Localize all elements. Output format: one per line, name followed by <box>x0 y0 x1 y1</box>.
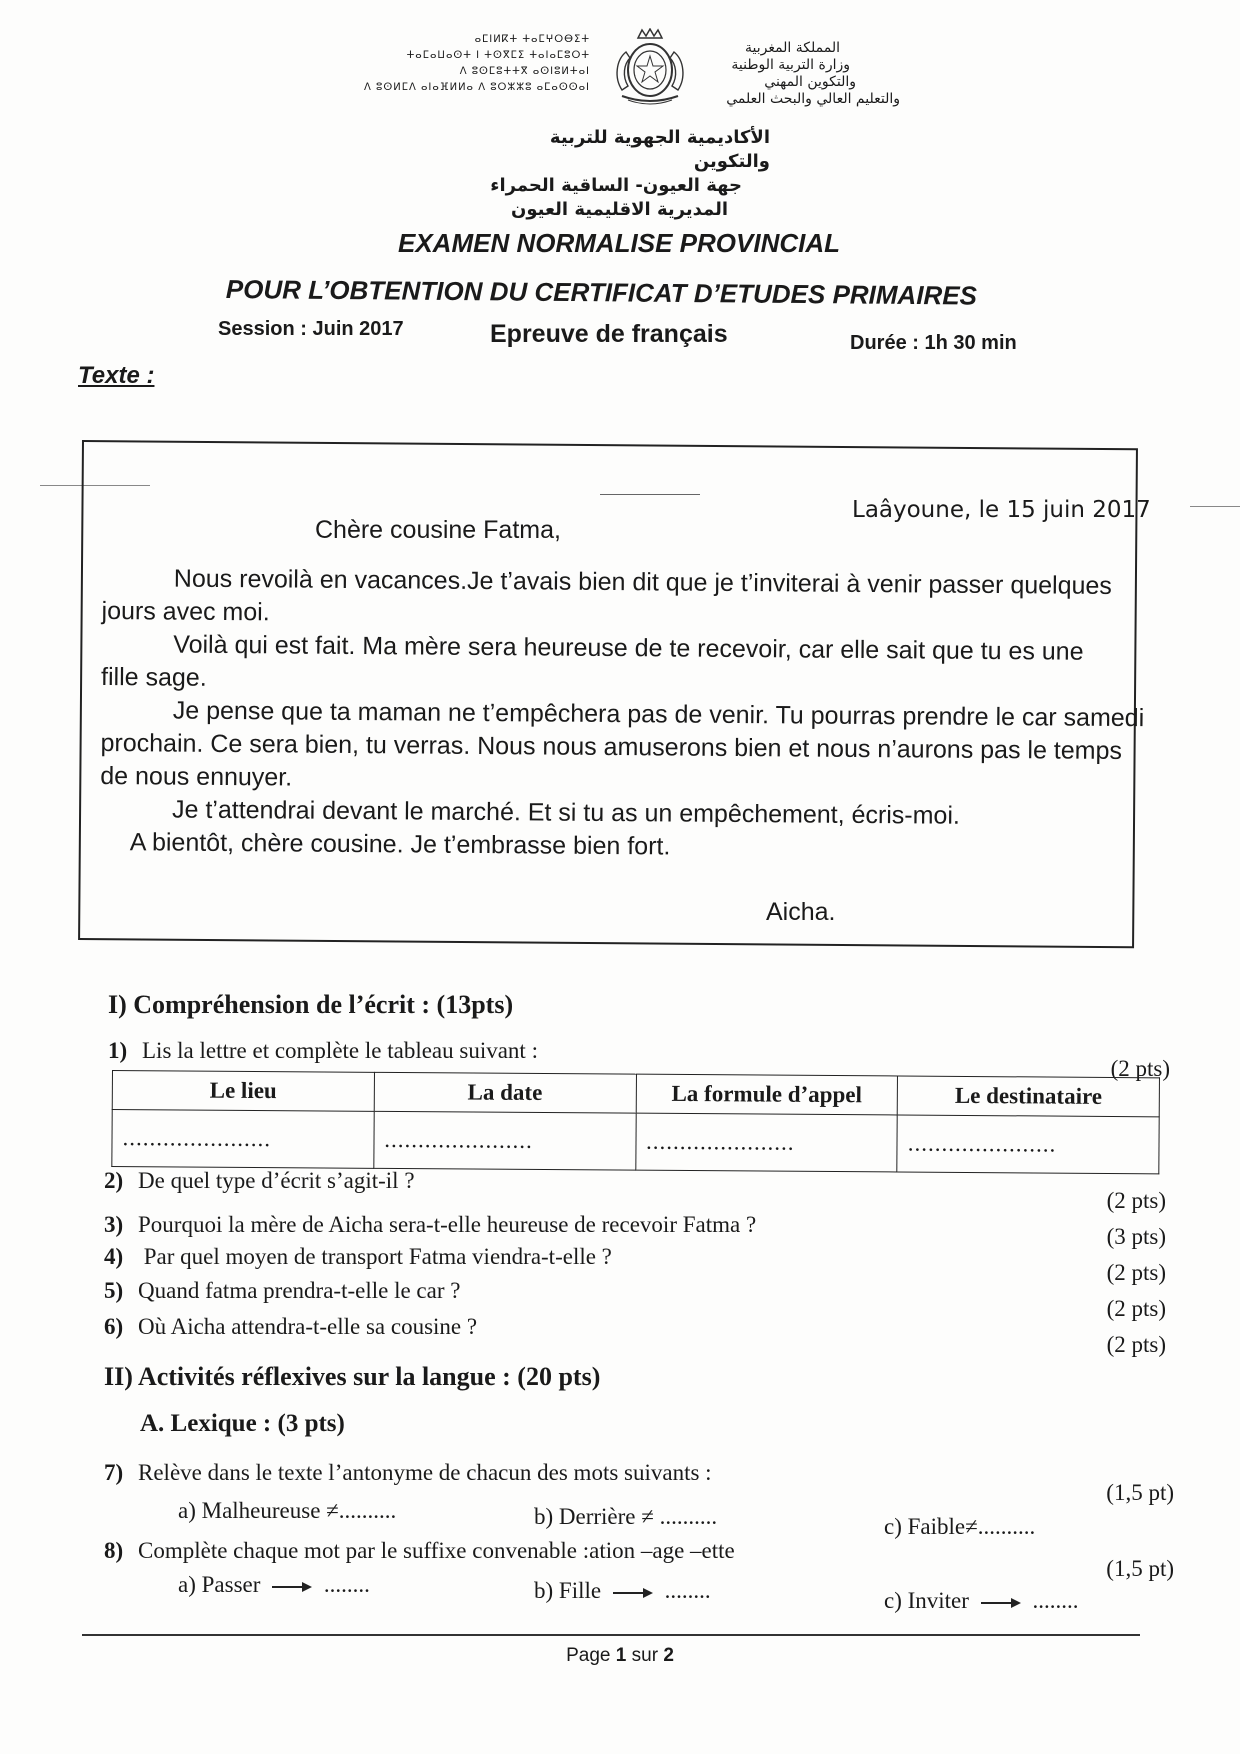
right-arrow-icon <box>272 1582 312 1592</box>
question-points: (2 pts) <box>1110 1056 1170 1081</box>
right-arrow-icon <box>613 1588 653 1598</box>
question-3 <box>104 1212 756 1238</box>
tifinagh-line: ⵜⴰⵎⴰⵡⴰⵙⵜ ⵏ ⵜⵙⴳⵎⵉ ⵜⴰⵏⴰⵎⵓⵔⵜ <box>406 50 590 61</box>
question-text: Lis la lettre et complète le tableau suivant : <box>142 1038 538 1063</box>
question-number: 5) <box>104 1278 124 1303</box>
question-text: Pourquoi la mère de Aicha sera-t-elle heureuse de recevoir Fatma ? <box>138 1212 757 1237</box>
table-header: La date <box>374 1072 636 1113</box>
exam-title-line1: EXAMEN NORMALISE PROVINCIAL <box>398 228 841 258</box>
question-1 <box>108 1038 538 1064</box>
question-text: Quand fatma prendra-t-elle le car ? <box>138 1278 461 1303</box>
antonym-item-b[interactable]: b) Derrière ≠ .......... <box>534 1504 718 1529</box>
arabic-line: المديرية الاقليمية العيون <box>510 199 728 220</box>
antonym-item-a[interactable]: a) Malheureuse ≠.......... <box>178 1498 397 1523</box>
table-blank-cell[interactable]: ...................... <box>374 1111 636 1170</box>
question-points: (2 pts) <box>1106 1260 1166 1285</box>
question-points: (3 pts) <box>1106 1224 1166 1249</box>
suffix-word: b) Fille <box>534 1578 602 1603</box>
section1-title: I) Compréhension de l’écrit : (13pts) <box>108 990 514 1019</box>
morocco-coat-of-arms-icon <box>608 28 692 108</box>
tifinagh-line: ⴷ ⵓⵙⵎⵓⵜⵜⴳ ⴰⵙⵏⵓⵍⵜⴰⵏ <box>459 66 590 77</box>
table-header: La formule d’appel <box>636 1074 898 1115</box>
letter-closing: A bientôt, chère cousine. Je t’embrasse bien fort. <box>129 828 671 861</box>
scan-mark <box>1190 506 1240 507</box>
right-arrow-icon <box>981 1598 1021 1608</box>
tifinagh-line: ⴰⵎⵏⵍⴽⵜ ⵜⴰⵎⵖⵔⴱⵉⵜ <box>474 34 590 45</box>
question-number: 2) <box>104 1168 124 1193</box>
letter-paragraph: Je t’attendrai devant le marché. Et si tu as un empêchement, écris-moi. <box>171 795 961 830</box>
question-number: 6) <box>104 1314 124 1339</box>
suffix-item-c[interactable] <box>884 1588 1078 1614</box>
question-points: (2 pts) <box>1106 1332 1166 1357</box>
question-4 <box>104 1244 612 1270</box>
table-row <box>112 1110 1159 1174</box>
arabic-line: وزارة التربية الوطنية <box>731 57 850 73</box>
suffix-blank[interactable]: ........ <box>323 1572 370 1597</box>
suffix-item-b[interactable] <box>534 1578 711 1604</box>
suffix-word: a) Passer <box>178 1572 261 1597</box>
letter-signature: Aicha. <box>766 898 836 926</box>
texte-label: Texte : <box>78 362 155 389</box>
question-number: 8) <box>104 1538 124 1563</box>
arabic-line: المملكة المغربية <box>744 40 840 56</box>
table-blank-cell[interactable]: ...................... <box>897 1115 1159 1174</box>
arabic-ministry-header <box>700 40 900 108</box>
table-blank-cell[interactable]: ...................... <box>112 1110 374 1169</box>
question-points: (1,5 pt) <box>1106 1556 1174 1581</box>
page-of: sur <box>631 1645 659 1666</box>
letter-place-date: Laâyoune, le 15 juin 2017 <box>852 497 1151 523</box>
letter-paragraph: Voilà qui est fait. Ma mère sera heureuse de te recevoir, car elle sait que tu es une fille sage. <box>100 630 1084 692</box>
arabic-line: جهة العيون- الساقية الحمراء <box>490 175 742 196</box>
question-number: 7) <box>104 1460 124 1485</box>
section2-subsection-a: A. Lexique : (3 pts) <box>140 1410 345 1437</box>
page-total: 2 <box>663 1645 674 1666</box>
question-7 <box>104 1460 712 1486</box>
letter-body <box>100 562 1152 867</box>
suffix-word: c) Inviter <box>884 1588 969 1613</box>
page-label: Page <box>566 1645 611 1666</box>
page-number <box>0 1645 1240 1667</box>
session-label: Session : Juin 2017 <box>218 318 404 340</box>
arabic-line: الأكاديمية الجهوية للتربية والتكوين <box>549 127 770 172</box>
question-text: Par quel moyen de transport Fatma viendra-t-elle ? <box>138 1244 612 1269</box>
arabic-line: والتعليم العالي والبحث العلمي <box>726 91 900 107</box>
page-current: 1 <box>615 1645 627 1666</box>
tifinagh-header <box>310 32 590 96</box>
footer-divider <box>82 1634 1140 1636</box>
question-5 <box>104 1278 460 1304</box>
answer-table <box>111 1070 1160 1174</box>
question-text: Relève dans le texte l’antonyme de chacun des mots suivants : <box>138 1460 712 1485</box>
letter-paragraph: Nous revoilà en vacances.Je t’avais bien dit que je t’inviterai à venir passer quelques jours avec moi. <box>101 564 1112 627</box>
arabic-line: والتكوين المهني <box>764 74 856 90</box>
subject-label: Epreuve de français <box>490 320 728 348</box>
question-points: (2 pts) <box>1106 1296 1166 1321</box>
letter-greeting: Chère cousine Fatma, <box>315 516 561 544</box>
exam-title-line2: POUR L’OBTENTION DU CERTIFICAT D’ETUDES PRIMAIRES <box>225 274 978 311</box>
table-header: Le lieu <box>112 1071 374 1112</box>
question-number: 3) <box>104 1212 124 1237</box>
question-2 <box>104 1168 415 1194</box>
duration-label: Durée : 1h 30 min <box>850 332 1017 354</box>
antonym-item-c[interactable]: c) Faible≠.......... <box>884 1514 1036 1539</box>
question-text: Complète chaque mot par le suffixe convenable :ation –age –ette <box>138 1538 735 1563</box>
suffix-blank[interactable]: ........ <box>664 1578 711 1603</box>
question-number: 1) <box>108 1038 128 1063</box>
tifinagh-line: ⴷ ⵓⵙⵍⵎⴷ ⴰⵏⴰⴼⵍⵍⴰ ⴷ ⵓⵔⵣⵣⵓ ⴰⵎⴰⵙⵙⴰⵏ <box>364 82 590 93</box>
table-blank-cell[interactable]: ...................... <box>635 1113 897 1172</box>
question-8 <box>104 1538 735 1564</box>
suffix-blank[interactable]: ........ <box>1032 1588 1079 1613</box>
suffix-item-a[interactable] <box>178 1572 370 1598</box>
question-6 <box>104 1314 477 1340</box>
arabic-academy-header <box>480 126 770 222</box>
question-points: (1,5 pt) <box>1106 1480 1174 1505</box>
letter-paragraph: Je pense que ta maman ne t’empêchera pas de venir. Tu pourras prendre le car samedi prochain. Ce sera bien, tu verras. Nous nous amuserons bien et nous n’aurons pas le temps de nous ennuyer. <box>100 696 1145 792</box>
question-text: Où Aicha attendra-t-elle sa cousine ? <box>138 1314 478 1339</box>
question-number: 4) <box>104 1244 124 1269</box>
letter-top-rule <box>600 494 700 495</box>
section2-title: II) Activités réflexives sur la langue : (20 pts) <box>104 1362 601 1391</box>
question-points: (2 pts) <box>1106 1188 1166 1213</box>
question-text: De quel type d’écrit s’agit-il ? <box>138 1168 415 1193</box>
table-header: Le destinataire <box>897 1076 1159 1117</box>
